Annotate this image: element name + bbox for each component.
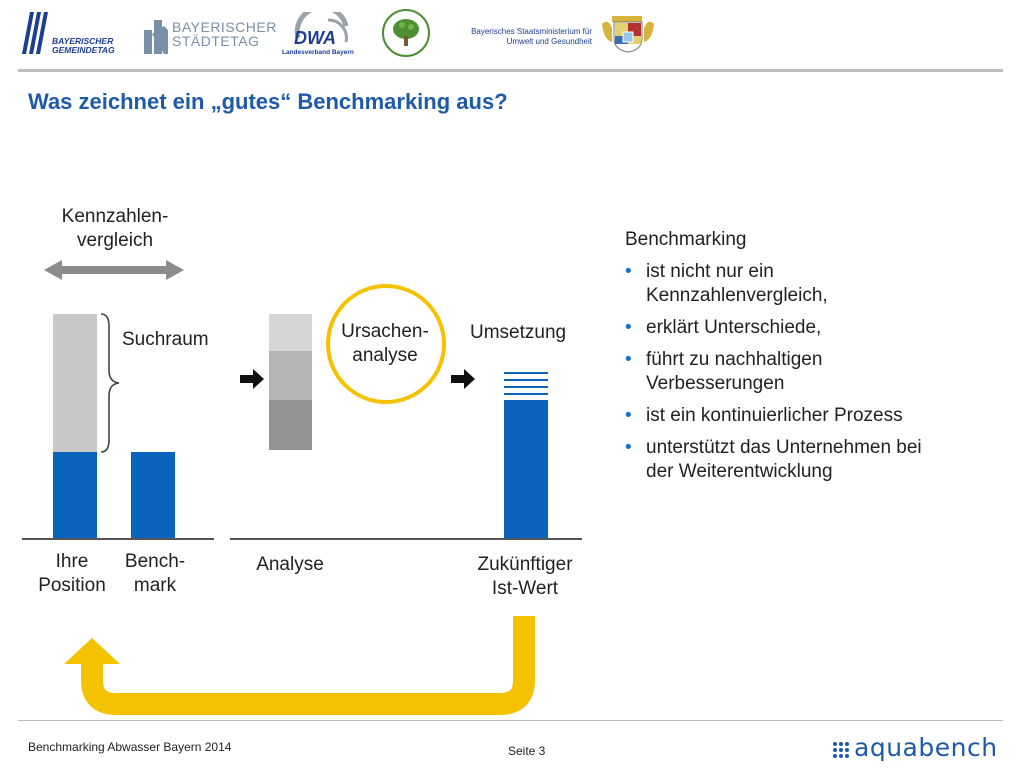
logo-bayerischer-staedtetag [140, 16, 277, 56]
list-item [625, 316, 1005, 340]
logo-staatsministerium [440, 18, 600, 58]
baseline-right [230, 538, 582, 540]
bullet-icon: • [625, 349, 632, 370]
logo-text-line: BAYERISCHER [172, 19, 277, 35]
future-bar-stripe [504, 379, 548, 381]
umsetzung-label: Umsetzung [470, 322, 567, 343]
header-rule [18, 69, 1003, 72]
list-item-line: Verbesserungen [646, 373, 785, 394]
list-item [625, 260, 1005, 308]
future-bar-stripe [504, 386, 548, 388]
benchmark-bar [131, 452, 175, 539]
footer-text: Benchmarking Abwasser Bayern 2014 [28, 740, 232, 754]
logo-dwa [280, 12, 370, 58]
ihre-position-bar-grey [53, 314, 97, 452]
double-arrow-icon [44, 258, 184, 282]
suchraum-label: Suchraum [122, 329, 209, 350]
label-line: mark [133, 575, 177, 596]
future-bar-stripe [504, 372, 548, 374]
logo-text-line: BAYERISCHER [52, 36, 114, 46]
label-line: vergleich [76, 230, 154, 251]
bullet-icon: • [625, 405, 632, 426]
benchmark-label [110, 550, 200, 598]
analyse-bar-segment-mid [269, 351, 312, 400]
baseline-left [22, 538, 214, 540]
aquabench-logo [832, 735, 1012, 765]
label-line: Ist-Wert [491, 578, 559, 599]
ursachenanalyse-label [320, 320, 450, 368]
list-item [625, 348, 1005, 396]
bullet-icon: • [625, 437, 632, 458]
dwa-subtitle: Landesverband Bayern [282, 49, 354, 56]
ihre-position-bar-blue [53, 452, 97, 539]
footer-rule [18, 720, 1003, 721]
list-item-line: ist ein kontinuierlicher Prozess [646, 405, 903, 426]
future-bar-stripe [504, 393, 548, 395]
list-item-line: erklärt Unterschiede, [646, 317, 822, 338]
bullet-icon: • [625, 317, 632, 338]
bullets-heading: Benchmarking [625, 229, 747, 250]
bavaria-coat-of-arms-icon [598, 10, 658, 54]
logo-text-line: GEMEINDETAG [52, 45, 115, 55]
list-item-line: führt zu nachhaltigen [646, 349, 823, 370]
list-item [625, 404, 1005, 428]
analyse-bar-segment-light [269, 314, 312, 351]
label-line: Bench- [124, 551, 186, 572]
list-item [625, 436, 1005, 484]
aquabench-dots-icon [832, 741, 850, 759]
label-line: Ihre [55, 551, 89, 572]
analyse-bar-segment-dark [269, 400, 312, 450]
list-item-line: der Weiterentwicklung [646, 461, 833, 482]
label-line: Position [38, 575, 106, 596]
label-line: Zukünftiger [477, 554, 573, 575]
page-number: Seite 3 [508, 744, 546, 758]
benchmarking-bullet-list [625, 228, 1005, 492]
list-item-line: ist nicht nur ein [646, 261, 774, 282]
zukuenftiger-ist-wert-label [460, 553, 590, 601]
return-arrow-icon [58, 614, 544, 720]
right-arrow-icon [240, 368, 264, 390]
logo-lebensministerium [380, 8, 432, 58]
right-arrow-icon [451, 368, 475, 390]
list-item-line: Kennzahlenvergleich, [646, 285, 828, 306]
dwa-mark: DWA [294, 28, 336, 48]
bullet-icon: • [625, 261, 632, 282]
ihre-position-label [22, 550, 122, 598]
future-bar [504, 400, 548, 539]
logo-text-line: Umwelt und Gesundheit [506, 37, 592, 46]
page-title: Was zeichnet ein „gutes“ Benchmarking aus? [28, 89, 508, 114]
logo-bayerischer-gemeindetag [22, 10, 130, 56]
brace-icon [99, 312, 123, 454]
label-line: Kennzahlen- [61, 206, 169, 227]
logo-text-line: Bayerisches Staatsministerium für [471, 27, 592, 36]
label-line: Ursachen- [341, 321, 429, 342]
logo-text-line: STÄDTETAG [172, 33, 260, 49]
kennzahlenvergleich-label [40, 205, 190, 253]
label-line: analyse [352, 345, 418, 366]
analyse-label: Analyse [256, 554, 324, 575]
aquabench-wordmark: aquabench [854, 733, 998, 762]
list-item-line: unterstützt das Unternehmen bei [646, 437, 922, 458]
